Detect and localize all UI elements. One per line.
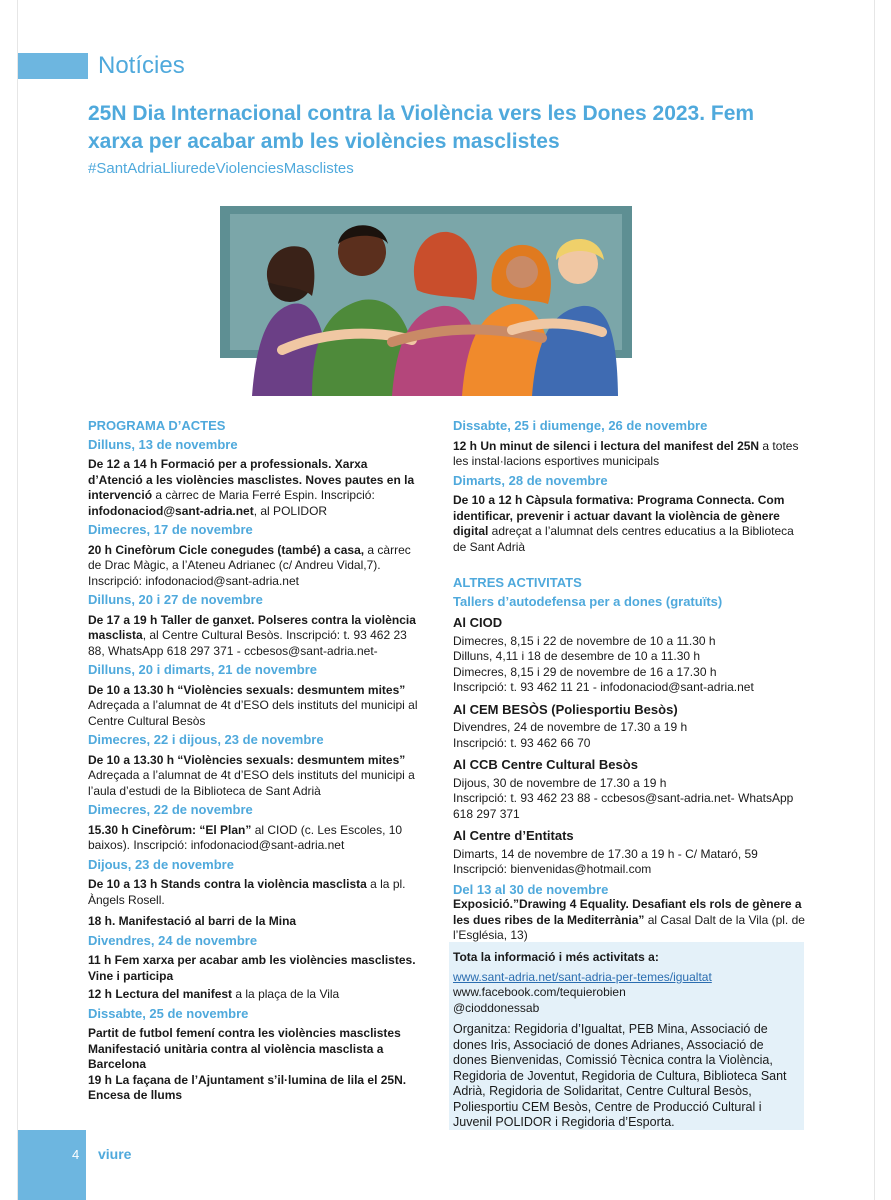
group-hug-illustration-icon (212, 200, 640, 396)
venue-title: Al CIOD (453, 615, 503, 630)
other-activities-heading: ALTRES ACTIVITATS (453, 575, 582, 590)
event-item: 12 h Un minut de silenci i lectura del manifest del 25N a totes les instal·lacions esportives municipals (453, 438, 799, 468)
other-activities-subtitle: Tallers d’autodefensa per a dones (gratuïts) (453, 593, 723, 609)
event-item: 11 h Fem xarxa per acabar amb les violències masclistes. Vine i participa (88, 953, 416, 983)
event-item: De 17 a 19 h Taller de ganxet. Polseres contra la violència masclista, al Centre Cultural Besòs. Inscripció: t. 93 462 23 88, WhatsApp 618 297 371 - ccbesos@sant-adria.net- (88, 612, 416, 658)
event-item: 15.30 h Cinefòrum: “El Plan” al CIOD (c. Les Escoles, 10 baixos). Inscripció: infodonaciod@sant-adria.net (88, 822, 403, 852)
program-column (88, 418, 418, 1107)
event-item: 18 h. Manifestació al barri de la Mina (88, 914, 297, 928)
venue-title: Al CCB Centre Cultural Besòs (453, 757, 638, 772)
social-handle[interactable]: @cioddonessab (453, 1000, 540, 1015)
event-item: De 10 a 13 h Stands contra la violència masclista a la pl. Àngels Rosell. (88, 877, 406, 907)
article-headline: 25N Dia Internacional contra la Violència vers les Dones 2023. Fem xarxa per acabar amb les violències masclistes (88, 102, 755, 153)
event-date: Dimecres, 22 i dijous, 23 de novembre (88, 732, 324, 747)
organizers-text: Organitza: Regidoria d’Igualtat, PEB Mina, Associació de dones Iris, Associació de dones Adrianes, Associació de dones Bienvenidas, Comissió Tècnica contra la Violència, Regidoria de Joventut, Regidoria de Cultura, Biblioteca Sant Adrià, Regidoria de Solidaritat, Centre Cultural Besòs, Poliesportiu CEM Besòs, Centre de Producció Cultural i Juvenil POLIDOR i Regidoria d’Esporta. (453, 1022, 787, 1129)
venue-line: Dimarts, 14 de novembre de 17.30 a 19 h - C/ Mataró, 59 (453, 846, 758, 861)
event-item: De 10 a 13.30 h “Violències sexuals: desmuntem mites” Adreçada a l’alumnat de 4t d’ESO dels instituts del municipi a l’aula d’estudi de la Biblioteca de Sant Adrià (88, 752, 415, 798)
event-item: De 12 a 14 h Formació per a professionals. Xarxa d’Atenció a les violències masclistes. Noves pautes en la intervenció a càrrec de Maria Ferré Espin. Inscripció: infodonaciod@sant-adria.net, al POLIDOR (88, 457, 415, 518)
section-title: Notícies (98, 52, 185, 79)
page-number: 4 (72, 1147, 80, 1162)
info-title: Tota la informació i més activitats a: (453, 950, 659, 964)
event-date: Dilluns, 13 de novembre (88, 436, 238, 452)
event-item: 19 h La façana de l’Ajuntament s’il·lumina de lila el 25N. Encesa de llums (88, 1072, 407, 1102)
event-item: Exposició.”Drawing 4 Equality. Desafiant els rols de gènere a les dues ribes de la Mediterrània” al Casal Dalt de la Vila (pl. de l’Església, 13) (453, 897, 805, 942)
event-item: De 10 a 13.30 h “Violències sexuals: desmuntem mites” Adreçada a l’alumnat de 4t d’ESO dels instituts del municipi al Centre Cultural Besòs (88, 682, 418, 728)
website-link[interactable]: www.sant-adria.net/sant-adria-per-temes/igualtat (453, 969, 712, 984)
venue-line: Divendres, 24 de novembre de 17.30 a 19 h (453, 720, 688, 734)
hashtag: #SantAdriaLliuredeViolenciesMasclistes (88, 160, 354, 177)
event-date: Dimecres, 22 de novembre (88, 802, 253, 817)
header-accent-bar (18, 53, 88, 79)
venue-line: Inscripció: t. 93 462 11 21 - infodonaciod@sant-adria.net (453, 680, 754, 694)
event-date: Dimecres, 17 de novembre (88, 522, 253, 537)
footer-accent-bar (18, 1130, 86, 1200)
event-item: Manifestació unitària contra al violència masclista a Barcelona (88, 1041, 384, 1071)
magazine-name: viure (98, 1146, 132, 1162)
venue-line: Inscripció: bienvenidas@hotmail.com (453, 862, 652, 876)
event-date: Dimarts, 28 de novembre (453, 472, 608, 488)
event-date: Dijous, 23 de novembre (88, 856, 234, 872)
event-item: 12 h Lectura del manifest a la plaça de la Vila (88, 987, 340, 1001)
right-column (453, 418, 805, 947)
event-date: Divendres, 24 de novembre (88, 932, 258, 948)
venue-line: Dimecres, 8,15 i 29 de novembre de 16 a 17.30 h (453, 664, 717, 679)
event-date: Dissabte, 25 i diumenge, 26 de novembre (453, 418, 708, 433)
program-heading: PROGRAMA D’ACTES (88, 418, 226, 433)
venue-line: Dimecres, 8,15 i 22 de novembre de 10 a 11.30 h (453, 633, 716, 648)
info-content (453, 950, 801, 1131)
venue-title: Al Centre d’Entitats (453, 828, 574, 843)
event-date: Dilluns, 20 i 27 de novembre (88, 592, 263, 607)
venue-line: Inscripció: t. 93 462 66 70 (453, 735, 591, 750)
event-date: Dilluns, 20 i dimarts, 21 de novembre (88, 662, 318, 677)
event-item: De 10 a 12 h Càpsula formativa: Programa Connecta. Com identificar, prevenir i actuar davant la violència de gènere digital adreçat a l’alumnat dels centres educatius a la Biblioteca de Sant Adrià (453, 493, 794, 554)
facebook-link[interactable]: www.facebook.com/tequierobien (453, 985, 626, 999)
event-item: 20 h Cinefòrum Cicle conegudes (també) a casa, a càrrec de Drac Màgic, a l’Ateneu Adrianec (c/ Andreu Vidal,7). Inscripció: infodonaciod@sant-adria.net (88, 542, 411, 588)
event-date: Dissabte, 25 de novembre (88, 1005, 249, 1021)
venue-line: Inscripció: t. 93 462 23 88 - ccbesos@sant-adria.net- WhatsApp 618 297 371 (453, 791, 794, 821)
venue-line: Dijous, 30 de novembre de 17.30 a 19 h (453, 775, 667, 790)
venue-line: Dilluns, 4,11 i 18 de desembre de 10 a 11.30 h (453, 649, 701, 663)
venue-title: Al CEM BESÒS (Poliesportiu Besòs) (453, 701, 678, 717)
event-item: Partit de futbol femení contra les violències masclistes (88, 1026, 401, 1040)
event-date: Del 13 al 30 de novembre (453, 881, 609, 897)
